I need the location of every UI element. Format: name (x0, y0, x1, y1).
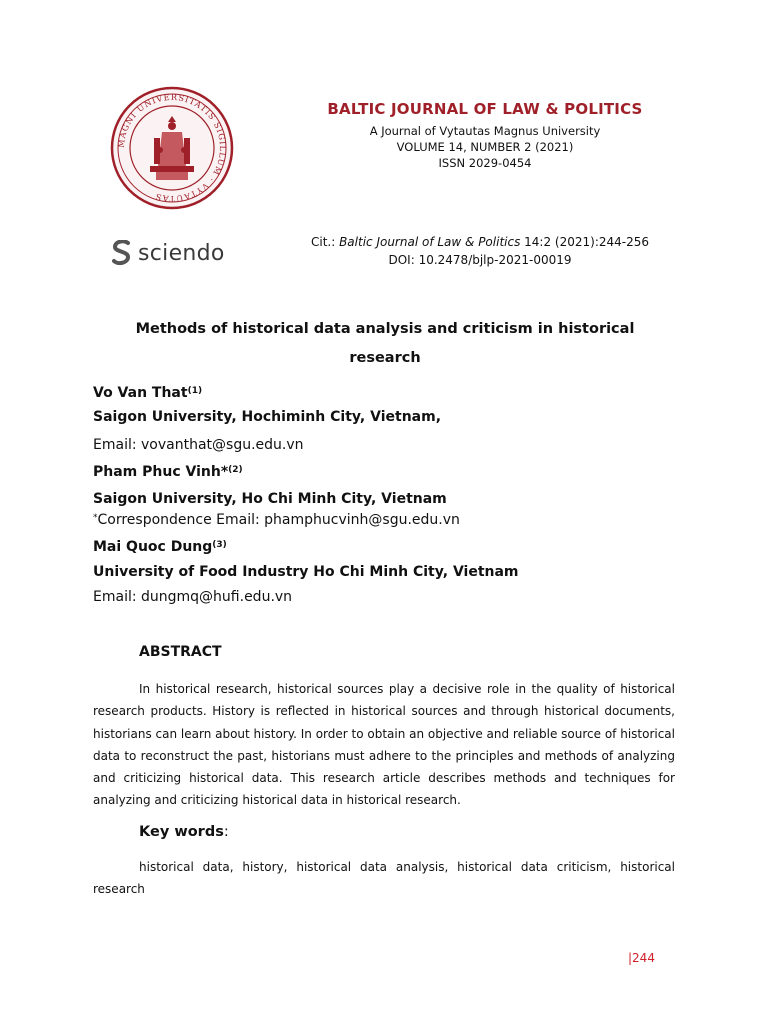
author-3-mark: (3) (212, 540, 227, 550)
author-2-mark: (2) (228, 465, 243, 475)
author-3-name: Mai Quoc Dung$^{(3)}$ (93, 539, 227, 555)
journal-issn: ISSN 2029-0454 (438, 156, 532, 170)
sciendo-logo (112, 238, 225, 268)
author-3-email: Email: dungmq@hufi.edu.vn (93, 589, 293, 605)
doi-line: DOI: 10.2478/bjlp-2021-00019 (388, 253, 572, 267)
journal-title: BALTIC JOURNAL OF LAW & POLITICS (327, 100, 643, 118)
citation-ref: 14:2 (2021):244-256 (520, 235, 650, 249)
sciendo-s-icon (112, 240, 132, 266)
citation-block (270, 233, 690, 269)
keywords-text: historical data, history, historical data analysis, historical data criticism, historical research (93, 860, 675, 897)
author-3-affiliation: University of Food Industry Ho Chi Minh City, Vietnam (93, 564, 519, 580)
svg-text:MAGNI UNIVERSITATIS SIGILLUM ·: MAGNI UNIVERSITATIS SIGILLUM · VYTAUTAS (115, 91, 229, 205)
paper-title (90, 315, 680, 373)
title-line-2: research (349, 350, 421, 366)
title-line-1: Methods of historical data analysis and criticism in historical (135, 321, 635, 337)
author-1-email: Email: vovanthat@sgu.edu.vn (93, 437, 304, 453)
author-1-name: Vo Van That$^{(1)}$ (93, 385, 203, 401)
citation-line (270, 233, 690, 251)
abstract-heading: ABSTRACT (139, 644, 222, 660)
journal-subtitle: A Journal of Vytautas Magnus University (369, 124, 601, 138)
author-1-affiliation: Saigon University, Hochiminh City, Vietnam, (93, 409, 442, 425)
author-1-mark: (1) (187, 386, 203, 396)
author-2-name: Pham Phuc Vinh*$^{(2)}$ (93, 464, 243, 480)
keywords-heading: Key words: (139, 824, 229, 840)
abstract-text: In historical research, historical sources play a decisive role in the quality of historical research products. History is reflected in historical sources and through historical documents, historians can learn about history. In order to obtain an objective and reliable source of historical data to reconstruct the past, historians must adhere to the principles and methods of analyzing and criticizing historical data. This research article describes methods and techniques for analyzing and criticizing historical data in historical research. (93, 682, 675, 808)
journal-header (280, 100, 690, 171)
page-number: |244 (628, 951, 655, 965)
citation-prefix: Cit.: (310, 235, 340, 249)
citation-journal: Baltic Journal of Law & Politics (339, 235, 521, 249)
journal-volume: VOLUME 14, NUMBER 2 (2021) (396, 140, 574, 154)
sciendo-wordmark: sciendo (138, 240, 225, 266)
author-2-affiliation: Saigon University, Ho Chi Minh City, Vietnam (93, 491, 447, 507)
author-2-email: *Correspondence Email: phamphucvinh@sgu.edu.vn (93, 512, 460, 528)
university-seal-logo (110, 86, 234, 210)
